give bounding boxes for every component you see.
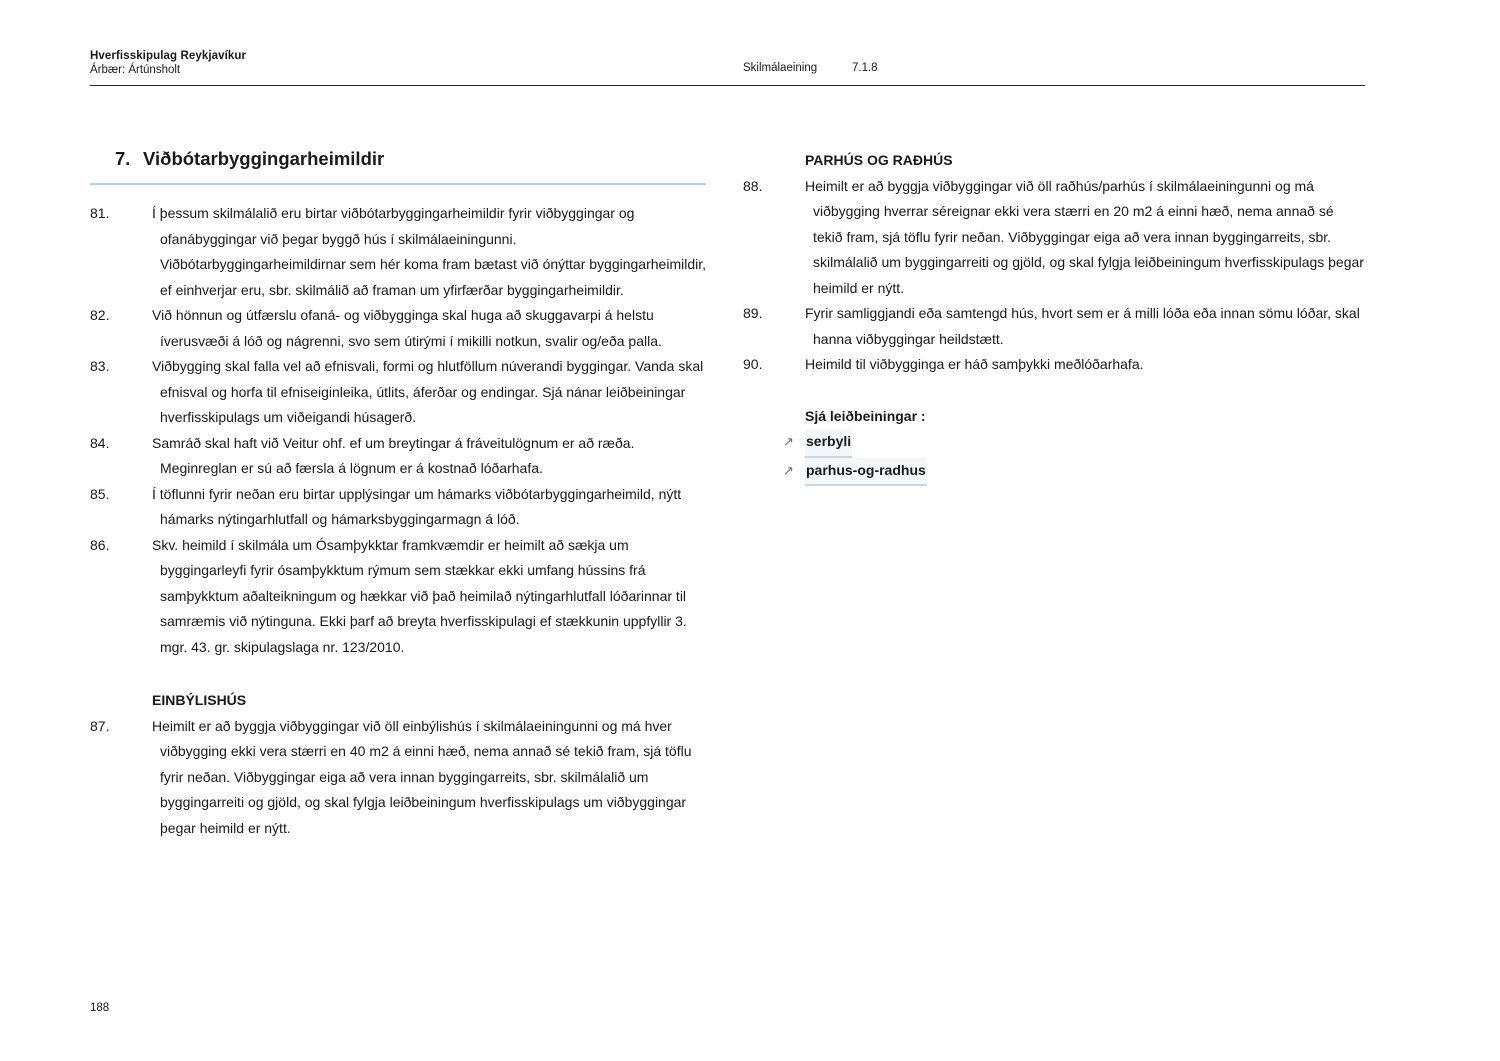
document-subtitle: Árbær: Ártúnsholt: [90, 64, 181, 76]
list-item: [90, 482, 706, 533]
guidelines-label: Sjá leiðbeiningar :: [805, 407, 926, 424]
header-meta-value: 7.1.8: [852, 62, 878, 74]
left-items: [90, 201, 706, 841]
item-number: 87.: [90, 717, 110, 734]
item-number: 85.: [90, 485, 110, 502]
list-item: [90, 354, 706, 431]
header-divider: [90, 85, 1365, 86]
list-item: [90, 431, 706, 482]
guidelines-section: [743, 404, 1365, 487]
left-column: [90, 146, 706, 841]
section-heading: [90, 146, 706, 172]
subheading-parhus-og-radhus: PARHÚS OG RAÐHÚS: [805, 152, 953, 168]
list-item: [743, 352, 1365, 378]
item-text: Í töflunni fyrir neðan eru birtar upplýsingar um hámarks viðbótarbyggingarheimild, nýtt hámarks nýtingarhlutfall og hámarksbyggingarmagn á lóð.: [152, 485, 682, 527]
guideline-link-parhus-og-radhus[interactable]: [743, 458, 1365, 487]
list-item: [90, 714, 706, 842]
item-text: Heimild til viðbygginga er háð samþykki meðlóðarhafa.: [805, 356, 1144, 372]
item-number: 84.: [90, 434, 110, 451]
item-text: Skv. heimild í skilmála um Ósamþykktar framkvæmdir er heimilt að sækja um byggingarleyfi fyrir ósamþykktum rýmum sem stækkar ekki umfang hússins frá samþykktum aðalteikningum og hækkar við það heimilað nýtingarhlutfall lóðarinnar til samræmis við nýtinguna. Ekki þarf að breyta hverfisskipulagi ef stækkunin uppfyllir 3. mgr. 43. gr. skipulagslaga nr. 123/2010.: [152, 536, 687, 655]
external-link-icon: ↗: [783, 462, 794, 478]
section-number: 7.: [115, 148, 131, 169]
item-number: 82.: [90, 307, 110, 323]
subheading-einbylishus: EINBÝLISHÚS: [152, 692, 247, 708]
external-link-icon: ↗: [783, 434, 794, 449]
section-heading-rule: [90, 183, 706, 185]
item-text: Samráð skal haft við Veitur ohf. ef um breytingar á fráveitulögnum er að ræða. Meginreglan er sú að færsla á lögnum er á kostnað lóðarhafa.: [152, 434, 635, 476]
item-number: 89.: [743, 305, 763, 321]
list-item: [743, 301, 1365, 352]
item-text: Við hönnun og útfærslu ofaná- og viðbygginga skal huga að skuggavarpi á helstu íverusvæði á lóð og nágrenni, svo sem útirými í mikilli notkun, svalir og/eða palla.: [152, 307, 662, 349]
item-number: 81.: [90, 205, 110, 221]
document-header: [90, 49, 246, 77]
item-text: Fyrir samliggjandi eða samtengd hús, hvort sem er á milli lóða eða innan sömu lóðar, skal hanna viðbyggingar heildstætt.: [805, 305, 1360, 347]
item-text: Í þessum skilmálalið eru birtar viðbótarbyggingarheimildir fyrir viðbyggingar og ofanábyggingar við þegar byggð hús í skilmálaeiningunni. Viðbótarbyggingarheimildirnar sem hér koma fram bætast við ónýttar byggingarheimildir, ef einhverjar eru, sbr. skilmálið að framan um yfirfærðar byggingarheimildir.: [152, 205, 706, 298]
list-item: [743, 174, 1365, 302]
list-item: [90, 533, 706, 661]
guideline-link-serbyli[interactable]: [743, 429, 1365, 458]
list-item: [90, 201, 706, 303]
header-meta-label: Skilmálaeining: [743, 62, 818, 74]
item-number: 86.: [90, 536, 110, 553]
item-text: Heimilt er að byggja viðbyggingar við öll einbýlishús í skilmálaeiningunni og má hver viðbygging ekki vera stærri en 40 m2 á einni hæð, nema annað sé tekið fram, sjá töflu fyrir neðan. Viðbyggingar eiga að vera innan byggingarreits, sbr. skilmálalið um byggingarreiti og gjöld, og skal fylgja leiðbeiningum hverfisskipulags um viðbyggingar þegar heimild er nýtt.: [152, 717, 692, 836]
right-items: [743, 174, 1365, 378]
page-number: 188: [90, 1002, 110, 1014]
section-title: Viðbótarbyggingarheimildir: [143, 148, 385, 169]
item-text: Viðbygging skal falla vel að efnisvali, formi og hlutföllum núverandi byggingar. Vanda skal efnisval og horfa til efniseiginleika, útlits, áferðar og endingar. Sjá nánar leiðbeiningar hverfisskipulags um viðeigandi húsagerð.: [152, 358, 704, 425]
item-number: 83.: [90, 358, 110, 374]
item-number: 90.: [743, 356, 763, 372]
guideline-link-label[interactable]: parhus-og-radhus: [805, 458, 927, 487]
document-title: Hverfisskipulag Reykjavíkur: [90, 50, 247, 62]
right-column: [743, 148, 1365, 486]
guideline-link-label[interactable]: serbyli: [805, 429, 852, 458]
list-item: [90, 303, 706, 354]
item-text: Heimilt er að byggja viðbyggingar við öll raðhús/parhús í skilmálaeiningunni og má viðbygging hverrar séreignar ekki vera stærri en 20 m2 á einni hæð, nema annað sé tekið fram, sjá töflu fyrir neðan. Viðbyggingar eiga að vera innan byggingarreits, sbr. skilmálalið um byggingarreiti og gjöld, og skal fylgja leiðbeiningum hverfisskipulags þegar heimild er nýtt.: [805, 177, 1364, 296]
item-number: 88.: [743, 177, 763, 194]
